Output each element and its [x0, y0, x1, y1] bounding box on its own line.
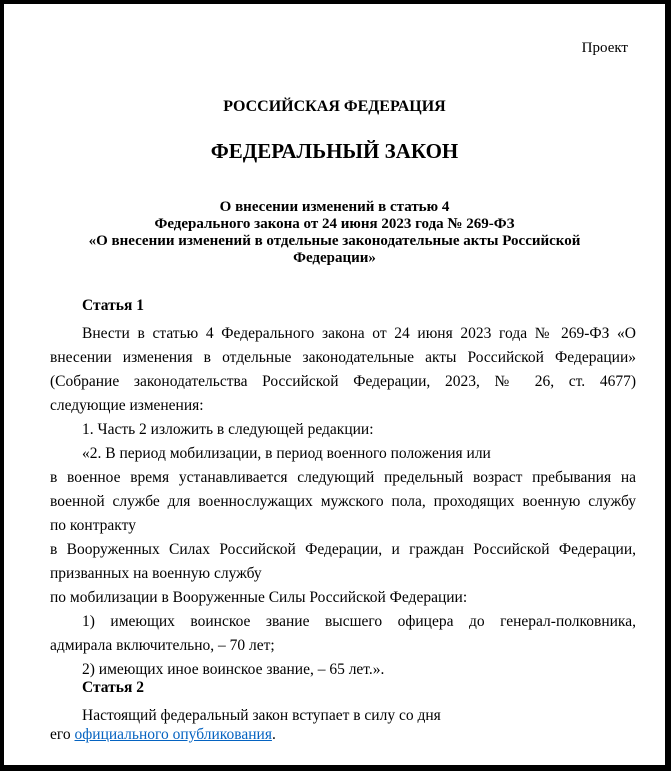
- paragraph-line: внесении изменения в отдельные законодательные акты Российской Федерации»: [50, 349, 636, 366]
- paragraph-line: по контракту: [50, 517, 136, 534]
- draft-label: Проект: [581, 40, 628, 56]
- document-type-heading: ФЕДЕРАЛЬНЫЙ ЗАКОН: [210, 139, 459, 163]
- paragraph-line: призванных на военную службу: [50, 565, 262, 582]
- official-publication-link[interactable]: официального опубликования: [74, 726, 272, 743]
- paragraph-line: следующие изменения:: [50, 397, 204, 414]
- paragraph-line: (Собрание законодательства Российской Федерации, 2023, № 26, ст. 4677): [50, 373, 636, 390]
- paragraph-line: Внести в статью 4 Федерального закона от 24 июня 2023 года № 269-ФЗ «О: [82, 325, 636, 342]
- law-title: [44, 199, 625, 267]
- law-title-line: О внесении изменений в статью 4: [219, 199, 450, 215]
- paragraph-line: 1. Часть 2 изложить в следующей редакции:: [82, 421, 374, 438]
- paragraph-line: в Вооруженных Силах Российской Федерации, и граждан Российской Федерации,: [50, 541, 636, 558]
- paragraph-line: адмирала включительно, – 70 лет;: [50, 637, 275, 654]
- paragraph-line: военной службе для военнослужащих мужского пола, проходящих военную службу: [50, 493, 636, 510]
- paragraph-text: его: [50, 726, 75, 743]
- paragraph-line: Настоящий федеральный закон вступает в силу со дня: [82, 707, 441, 724]
- paragraph-line: в военное время устанавливается следующий предельный возраст пребывания на: [50, 469, 636, 486]
- paragraph-line: 1) имеющих воинское звание высшего офицера до генерал-полковника,: [82, 613, 636, 630]
- law-title-line: Федерального закона от 24 июня 2023 года № 269-ФЗ: [154, 216, 515, 232]
- law-title-line: «О внесении изменений в отдельные законодательные акты Российской: [88, 233, 581, 249]
- article-2-heading: Статья 2: [82, 679, 144, 696]
- country-heading: РОССИЙСКАЯ ФЕДЕРАЦИЯ: [223, 98, 446, 115]
- law-title-line: Федерации»: [293, 250, 376, 266]
- paragraph-line: [50, 726, 276, 744]
- paragraph-line: «2. В период мобилизации, в период военного положения или: [82, 445, 491, 462]
- paragraph-text: .: [271, 726, 276, 743]
- paragraph-line: по мобилизации в Вооруженные Силы Российской Федерации:: [50, 589, 468, 606]
- paragraph-line: 2) имеющих иное воинское звание, – 65 лет.».: [82, 661, 385, 678]
- article-1-heading: Статья 1: [82, 297, 144, 314]
